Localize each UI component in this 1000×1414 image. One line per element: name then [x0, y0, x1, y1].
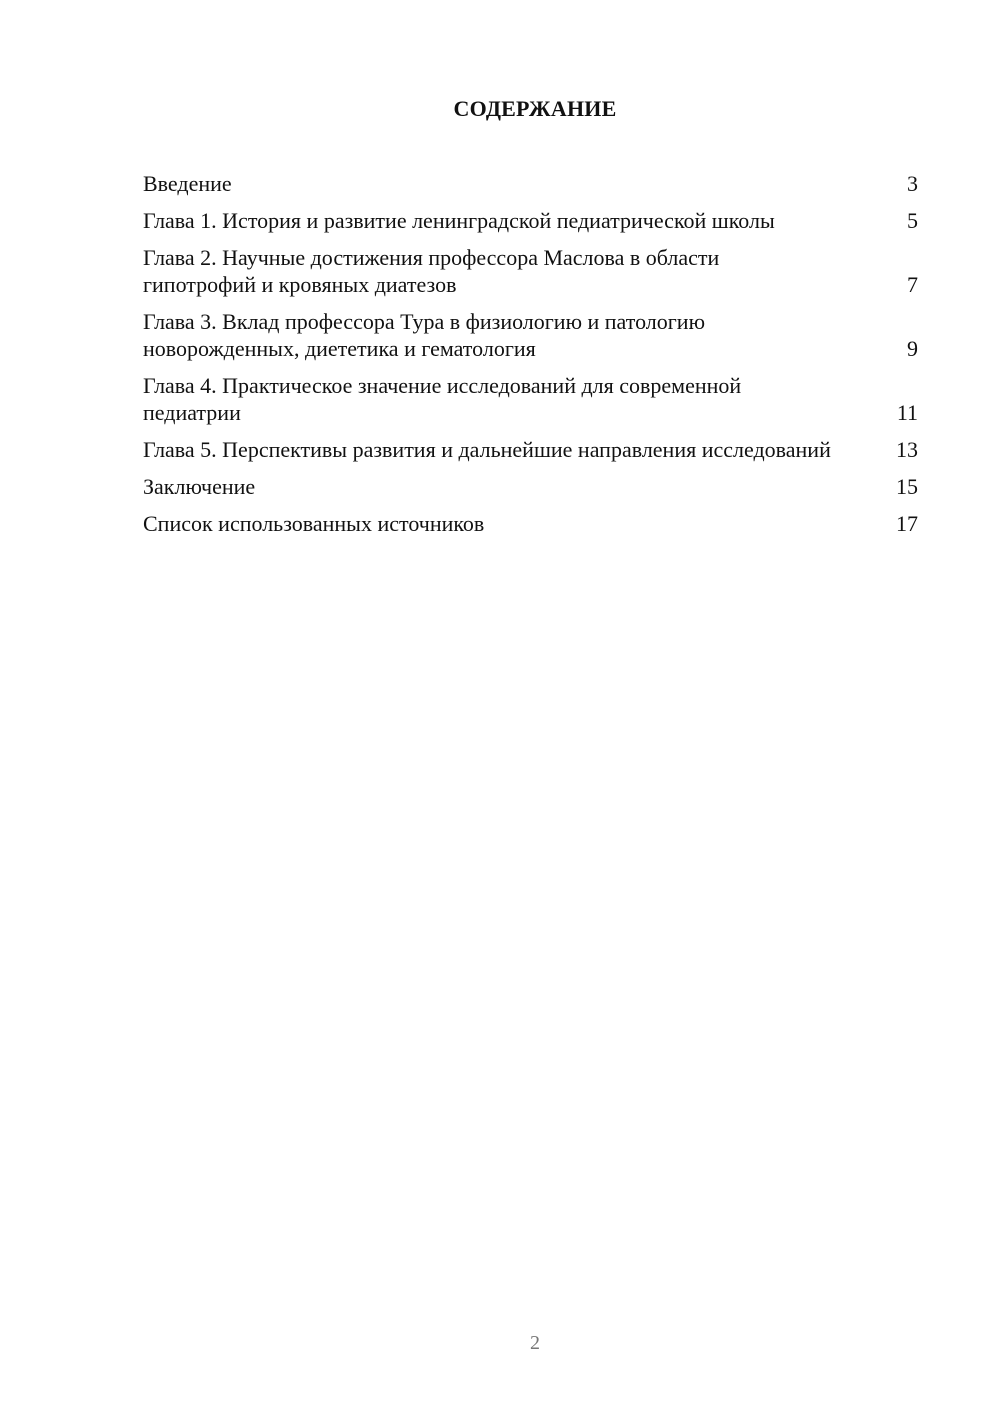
- toc-entry-text: Глава 2. Научные достижения профессора Маслова в области гипотрофий и кровяных диатезов: [143, 245, 720, 297]
- toc-entry-page: 9: [907, 336, 918, 361]
- toc-entry-chapter-3[interactable]: [143, 308, 918, 362]
- toc-entry-chapter-1[interactable]: [143, 207, 918, 234]
- toc-entry-text: Заключение: [143, 474, 256, 499]
- toc-entry-page: 11: [896, 400, 918, 425]
- toc-entry-conclusion[interactable]: [143, 473, 918, 500]
- toc-entry-chapter-5[interactable]: [143, 436, 918, 463]
- toc-entry-page: 15: [896, 474, 918, 499]
- toc-entry-page: 7: [907, 272, 918, 297]
- toc-entry-text: Глава 3. Вклад профессора Тура в физиологию и патологию новорожденных, диететика и гематология: [143, 309, 705, 361]
- toc-entry-introduction[interactable]: [143, 170, 918, 197]
- toc-entry-text: Глава 1. История и развитие ленинградской педиатрической школы: [143, 208, 775, 233]
- page-title: СОДЕРЖАНИЕ: [453, 96, 617, 121]
- toc-entry-text: Список использованных источников: [143, 511, 485, 536]
- table-of-contents: [143, 170, 918, 547]
- toc-entry-text: Введение: [143, 171, 232, 196]
- toc-entry-chapter-4[interactable]: [143, 372, 918, 426]
- toc-entry-page: 17: [896, 511, 918, 536]
- toc-entry-page: 13: [896, 437, 918, 462]
- page-number: 2: [530, 1332, 540, 1354]
- toc-entry-text: Глава 4. Практическое значение исследований для современной педиатрии: [143, 373, 742, 425]
- toc-entry-page: 5: [907, 208, 918, 233]
- toc-entry-references[interactable]: [143, 510, 918, 537]
- toc-entry-text: Глава 5. Перспективы развития и дальнейшие направления исследований: [143, 437, 831, 462]
- toc-entry-page: 3: [907, 171, 918, 196]
- toc-entry-chapter-2[interactable]: [143, 244, 918, 298]
